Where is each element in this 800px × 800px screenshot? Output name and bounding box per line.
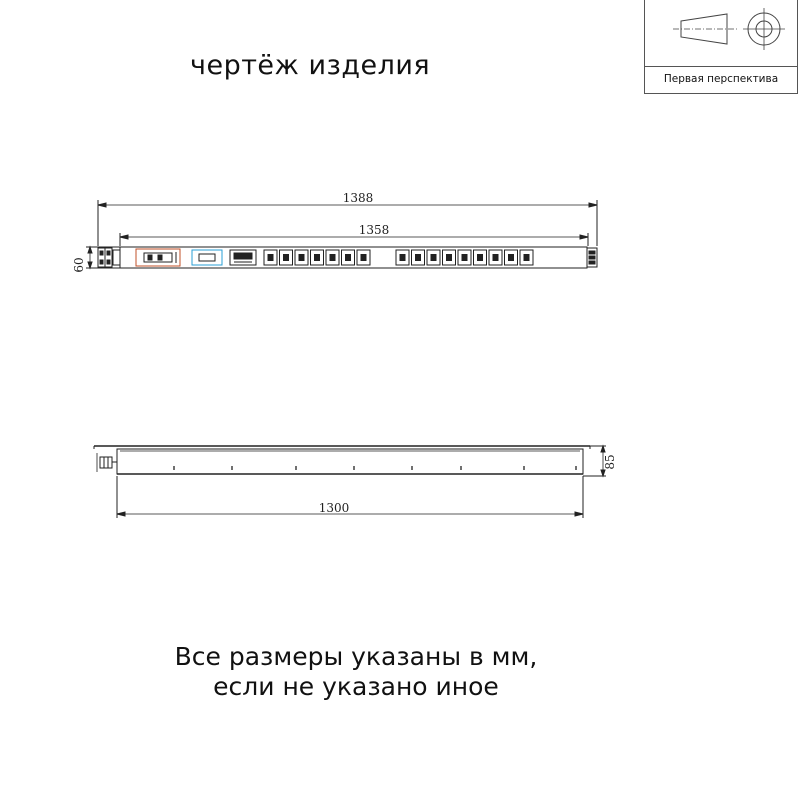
outlet-socket	[508, 254, 514, 261]
outlet-socket	[524, 254, 530, 261]
outlet-socket	[314, 254, 320, 261]
dim-label-60: 60	[72, 257, 86, 273]
dim-label-1358: 1358	[358, 223, 390, 237]
outlet-socket	[493, 254, 499, 261]
outlet-socket	[446, 254, 452, 261]
chassis-side	[117, 449, 583, 474]
units-note-line-2: если не указано иное	[213, 672, 499, 701]
outlet-socket	[462, 254, 468, 261]
units-note-line-1: Все размеры указаны в мм,	[174, 642, 538, 671]
front-view	[72, 191, 597, 273]
dim-label-1388: 1388	[342, 191, 374, 205]
dim-label-1300: 1300	[318, 501, 350, 515]
input-plug	[100, 457, 112, 468]
drawing-title: чертёж изделия	[190, 50, 431, 81]
outlet-socket	[345, 254, 351, 261]
outlet-socket	[431, 254, 437, 261]
cable-entry	[113, 250, 120, 265]
projection-label: Первая перспектива	[663, 73, 779, 85]
outlet-socket	[299, 254, 305, 261]
dim-label-85: 85	[603, 454, 617, 470]
dimension-overall-length	[98, 200, 597, 246]
outlet-socket	[477, 254, 483, 261]
outlet-socket	[330, 254, 336, 261]
outlet-socket	[268, 254, 274, 261]
outlet-socket	[415, 254, 421, 261]
dimension-body-length	[120, 233, 588, 246]
display-module	[192, 250, 222, 265]
outlet-socket	[361, 254, 367, 261]
outlet-socket	[283, 254, 289, 261]
dimension-mounting-length	[117, 476, 583, 518]
outlet-socket	[400, 254, 406, 261]
side-view	[94, 446, 617, 518]
outlet-row	[264, 250, 533, 265]
